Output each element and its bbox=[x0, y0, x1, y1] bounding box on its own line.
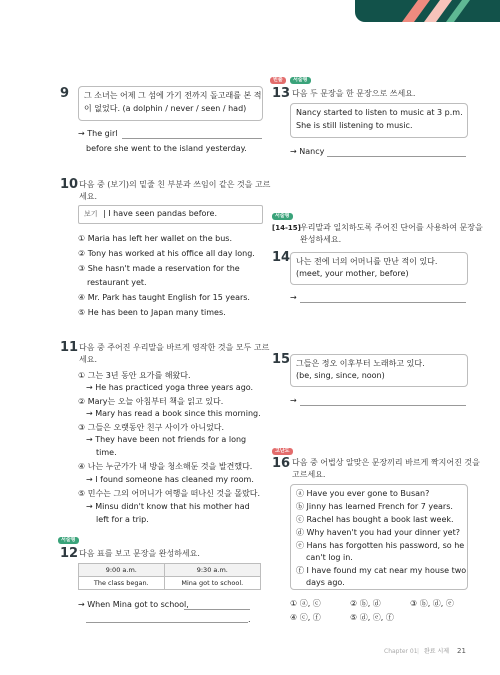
q11-item4-korean[interactable]: ④ 나는 누군가가 내 방을 청소해둔 것을 발견했다. bbox=[78, 462, 253, 471]
q10-example-sentence: | I have seen pandas before. bbox=[103, 209, 217, 218]
q10-prompt-line2: 세요. bbox=[79, 192, 97, 201]
q9-prompt-line1: 그 소녀는 어제 그 섬에 가기 전까지 돌고래를 본 적 bbox=[84, 91, 262, 100]
footer-divider: | bbox=[417, 648, 420, 655]
q14-number: 14 bbox=[272, 250, 291, 265]
q16-sentence-e: ⓔ Hans has forgotten his password, so he bbox=[296, 541, 465, 550]
q11-item1-english: → He has practiced yoga three years ago. bbox=[86, 383, 254, 392]
q16-sentence-f: ⓕ I have found my cat near my house two bbox=[296, 566, 467, 575]
q16-choice-1[interactable]: ① ⓐ, ⓒ bbox=[290, 599, 321, 608]
q13-box-line1: Nancy started to listen to music at 3 p.m. bbox=[296, 108, 463, 117]
q11-item2-korean[interactable]: ② Mary는 오늘 아침부터 책을 읽고 있다. bbox=[78, 397, 224, 406]
q16-sentence-f-cont: days ago. bbox=[306, 578, 345, 587]
q10-prompt-line1: 다음 중 (보기)의 밑줄 친 부분과 쓰임이 같은 것을 고르 bbox=[79, 180, 271, 189]
q16-sentence-e-cont: can't log in. bbox=[306, 553, 353, 562]
q9-answer-blank[interactable] bbox=[122, 138, 262, 139]
q11-item4-english: → I found someone has cleaned my room. bbox=[86, 475, 254, 484]
q10-example-label: 보기 bbox=[84, 210, 98, 218]
q12-schedule-table bbox=[78, 563, 261, 590]
page-number: 21 bbox=[457, 647, 466, 655]
q10-option-4[interactable]: ④ Mr. Park has taught English for 15 years. bbox=[78, 293, 250, 302]
q15-number: 15 bbox=[272, 352, 291, 367]
q16-choice-2[interactable]: ② ⓑ, ⓓ bbox=[350, 599, 381, 608]
q9-answer-suffix: before she went to the island yesterday. bbox=[86, 144, 247, 153]
q9-number: 9 bbox=[60, 86, 70, 101]
q10-option-2[interactable]: ② Tony has worked at his office all day long. bbox=[78, 249, 255, 258]
q14-box-line2: (meet, your mother, before) bbox=[296, 269, 409, 278]
q16-prompt-line2: 고르세요. bbox=[292, 470, 326, 479]
q16-sentence-c: ⓒ Rachel has bought a book last week. bbox=[296, 515, 454, 524]
q13-number: 13 bbox=[272, 86, 291, 101]
q10-option-5[interactable]: ⑤ He has been to Japan many times. bbox=[78, 308, 226, 317]
q15-box-line2: (be, sing, since, noon) bbox=[296, 371, 385, 380]
q11-item1-korean[interactable]: ① 그는 3년 동안 요가를 해왔다. bbox=[78, 371, 191, 380]
q14-answer-arrow: → bbox=[290, 293, 297, 302]
q16-sentence-a: ⓐ Have you ever gone to Busan? bbox=[296, 489, 430, 498]
q11-prompt-line2: 세요. bbox=[79, 355, 97, 364]
q13-answer-prefix: → Nancy bbox=[290, 147, 325, 156]
q15-answer-blank[interactable] bbox=[300, 405, 466, 406]
q10-option-3-cont: restaurant yet. bbox=[87, 278, 147, 287]
footer-title: 완료 시제 bbox=[424, 648, 450, 655]
q9-answer-prefix: → The girl bbox=[78, 129, 118, 138]
footer-chapter: Chapter 01 bbox=[384, 648, 418, 655]
q14-15-range: [14-15] bbox=[272, 224, 301, 232]
q14-15-instruction-line1: 우리말과 일치하도록 주어진 단어를 사용하여 문장을 bbox=[300, 223, 483, 232]
q11-item3-english: → They have been not friends for a long bbox=[86, 435, 247, 444]
q16-prompt-line1: 다음 중 어법상 알맞은 문장끼리 바르게 짝지어진 것을 bbox=[292, 458, 480, 467]
q11-number: 11 bbox=[60, 340, 79, 355]
q12-table-time1: 9:00 a.m. bbox=[79, 564, 165, 577]
q10-option-1[interactable]: ① Maria has left her wallet on the bus. bbox=[78, 234, 233, 243]
q16-choice-5[interactable]: ⑤ ⓓ, ⓔ, ⓕ bbox=[350, 613, 394, 622]
q11-item5-english: → Minsu didn't know that his mother had bbox=[86, 502, 250, 511]
q16-choice-3[interactable]: ③ ⓑ, ⓓ, ⓔ bbox=[410, 599, 454, 608]
q9-prompt-line2: 이 없었다. (a dolphin / never / seen / had) bbox=[84, 104, 247, 113]
q12-prompt: 다음 표를 보고 문장을 완성하세요. bbox=[79, 549, 200, 558]
q15-answer-arrow: → bbox=[290, 396, 297, 405]
q11-item5-korean[interactable]: ⑤ 민수는 그의 어머니가 여행을 떠나신 것을 몰랐다. bbox=[78, 489, 261, 498]
q12-answer-prefix: → When Mina got to school, bbox=[78, 600, 189, 609]
q12-answer-blank1[interactable] bbox=[184, 609, 250, 610]
top-banner-stripes bbox=[400, 0, 500, 22]
q11-item3-english-cont: time. bbox=[96, 448, 117, 457]
q14-answer-blank[interactable] bbox=[300, 302, 466, 303]
q13-prompt: 다음 두 문장을 한 문장으로 쓰세요. bbox=[292, 89, 416, 98]
q11-item5-english-cont: left for a trip. bbox=[96, 515, 149, 524]
q11-item2-english: → Mary has read a book since this morning. bbox=[86, 409, 261, 418]
q10-option-3[interactable]: ③ She hasn't made a reservation for the bbox=[78, 264, 240, 273]
q14-box-line1: 나는 전에 너의 어머니를 만난 적이 있다. bbox=[296, 257, 438, 266]
q16-number: 16 bbox=[272, 456, 291, 471]
q16-badge-hard: 고난도 bbox=[272, 448, 293, 455]
q12-table-time2: 9:30 a.m. bbox=[164, 564, 260, 577]
q16-choice-4[interactable]: ④ ⓒ, ⓕ bbox=[290, 613, 321, 622]
q12-answer-period: . bbox=[248, 615, 251, 624]
q14-15-instruction-line2: 완성하세요. bbox=[300, 235, 342, 244]
q13-answer-blank[interactable] bbox=[327, 156, 466, 157]
q13-badge-frequent: 빈출 bbox=[270, 77, 286, 84]
q12-number: 12 bbox=[60, 546, 79, 561]
q16-sentence-d: ⓓ Why haven't you had your dinner yet? bbox=[296, 528, 460, 537]
q12-badge-descriptive: 서술형 bbox=[58, 537, 79, 544]
q13-badge-descriptive: 서술형 bbox=[290, 77, 311, 84]
q11-prompt-line1: 다음 중 주어진 우리말을 바르게 영작한 것을 모두 고르 bbox=[79, 343, 270, 352]
q14-15-badge-descriptive: 서술형 bbox=[272, 213, 293, 220]
q12-table-event1: The class began. bbox=[79, 577, 165, 590]
q11-item3-korean[interactable]: ③ 그들은 오랫동안 친구 사이가 아니었다. bbox=[78, 423, 225, 432]
q12-table-event2: Mina got to school. bbox=[164, 577, 260, 590]
q10-number: 10 bbox=[60, 177, 79, 192]
q12-answer-blank2[interactable] bbox=[86, 622, 248, 623]
q13-box-line2: She is still listening to music. bbox=[296, 121, 413, 130]
q16-sentence-b: ⓑ Jinny has learned French for 7 years. bbox=[296, 502, 453, 511]
q15-box-line1: 그들은 정오 이후부터 노래하고 있다. bbox=[296, 359, 425, 368]
